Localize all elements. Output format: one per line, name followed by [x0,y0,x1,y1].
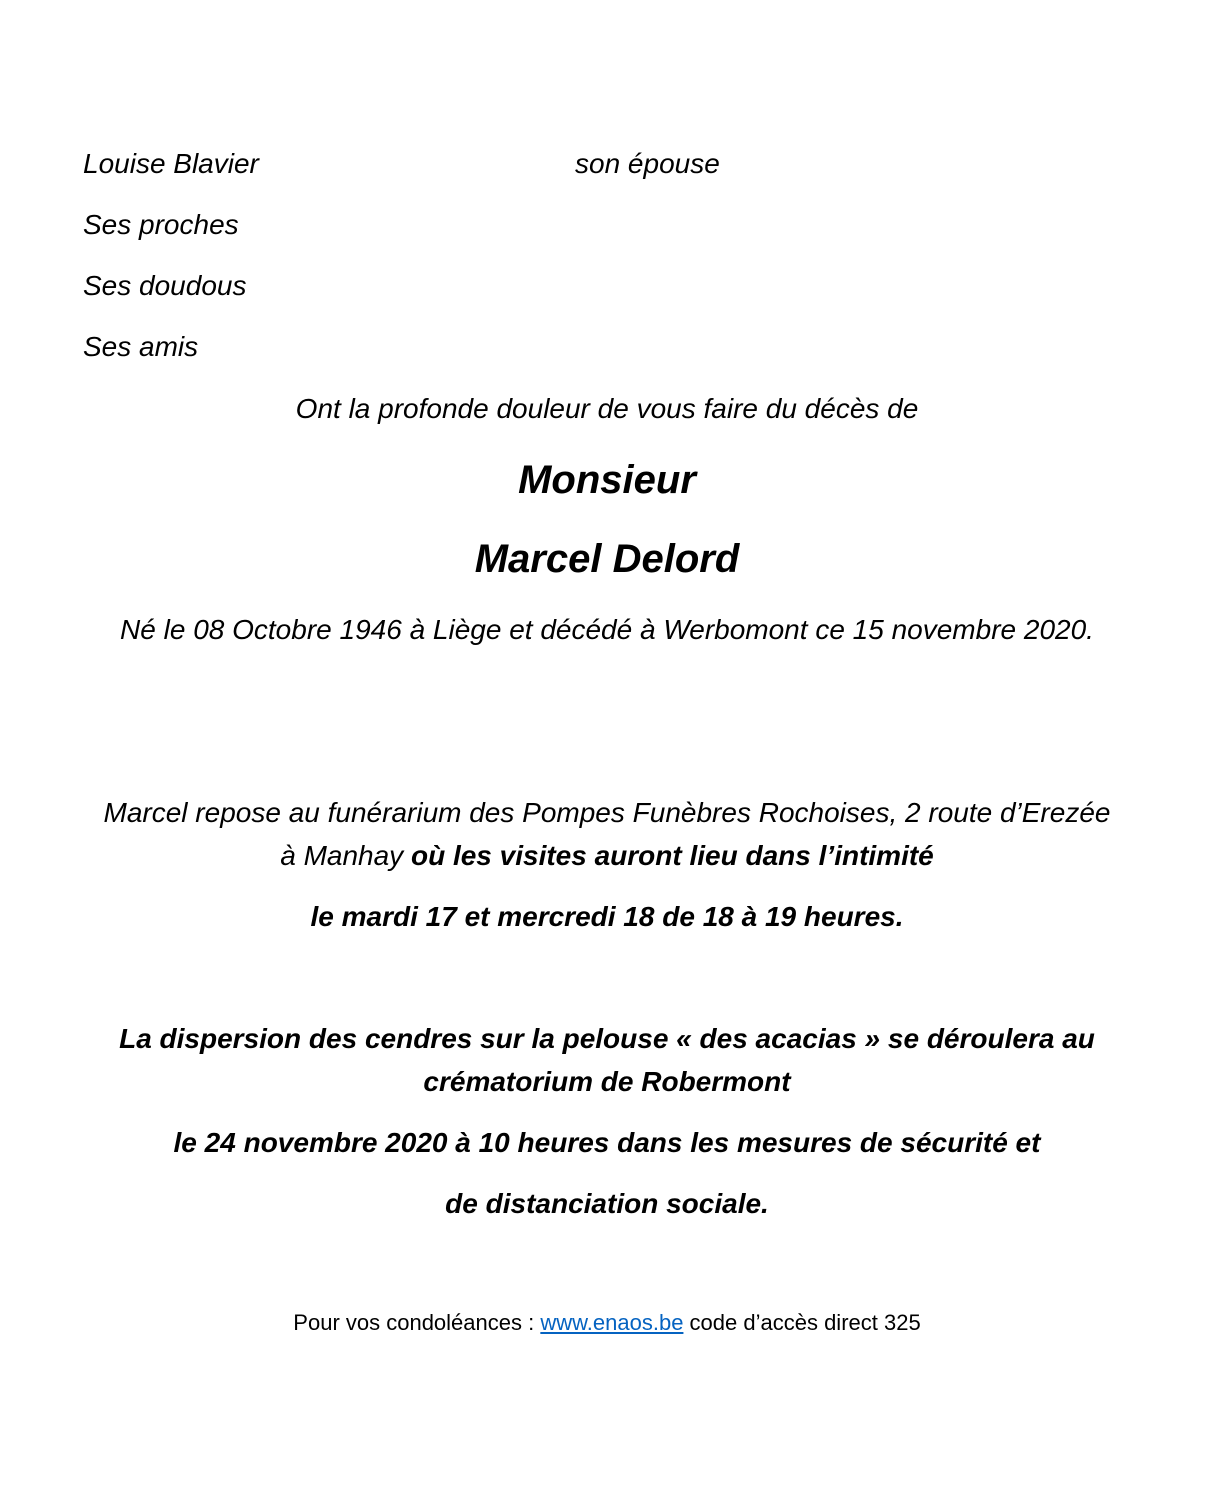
deceased-title: Monsieur [518,458,696,502]
relatives-line-1: Ses proches [83,209,239,240]
visitation-privacy-note: où les visites auront lieu dans l’intimité [410,840,934,871]
ceremony-line-3: le 24 novembre 2020 à 10 heures dans les mesures de sécurité et [173,1127,1041,1158]
visitation-place-line [0,838,1214,874]
ceremony-line-4: de distanciation sociale. [445,1188,769,1219]
condolences-prefix: Pour vos condoléances : [293,1310,541,1335]
ceremony-line-1: La dispersion des cendres sur la pelouse « des acacias » se déroulera au [119,1023,1095,1054]
announcement-intro: Ont la profonde douleur de vous faire du décès de [295,393,919,424]
condolences-link[interactable]: www.enaos.be [540,1310,684,1335]
spouse-name: Louise Blavier [83,148,259,179]
access-code: code d’accès direct 325 [683,1310,921,1335]
relatives-line-2: Ses doudous [83,270,247,301]
spouse-relation: son épouse [575,148,720,179]
birth-death-dates: Né le 08 Octobre 1946 à Liège et décédé à Werbomont ce 15 novembre 2020. [120,614,1094,645]
deceased-name: Marcel Delord [474,537,740,581]
relatives-line-3: Ses amis [83,331,199,362]
visitation-schedule: le mardi 17 et mercredi 18 de 18 à 19 heures. [310,901,904,932]
visitation-location: Marcel repose au funérarium des Pompes Funèbres Rochoises, 2 route d’Erezée [103,797,1111,828]
ceremony-line-2: crématorium de Robermont [423,1066,791,1097]
visitation-town: à Manhay [280,840,411,871]
condolences-footer [0,1308,1214,1338]
